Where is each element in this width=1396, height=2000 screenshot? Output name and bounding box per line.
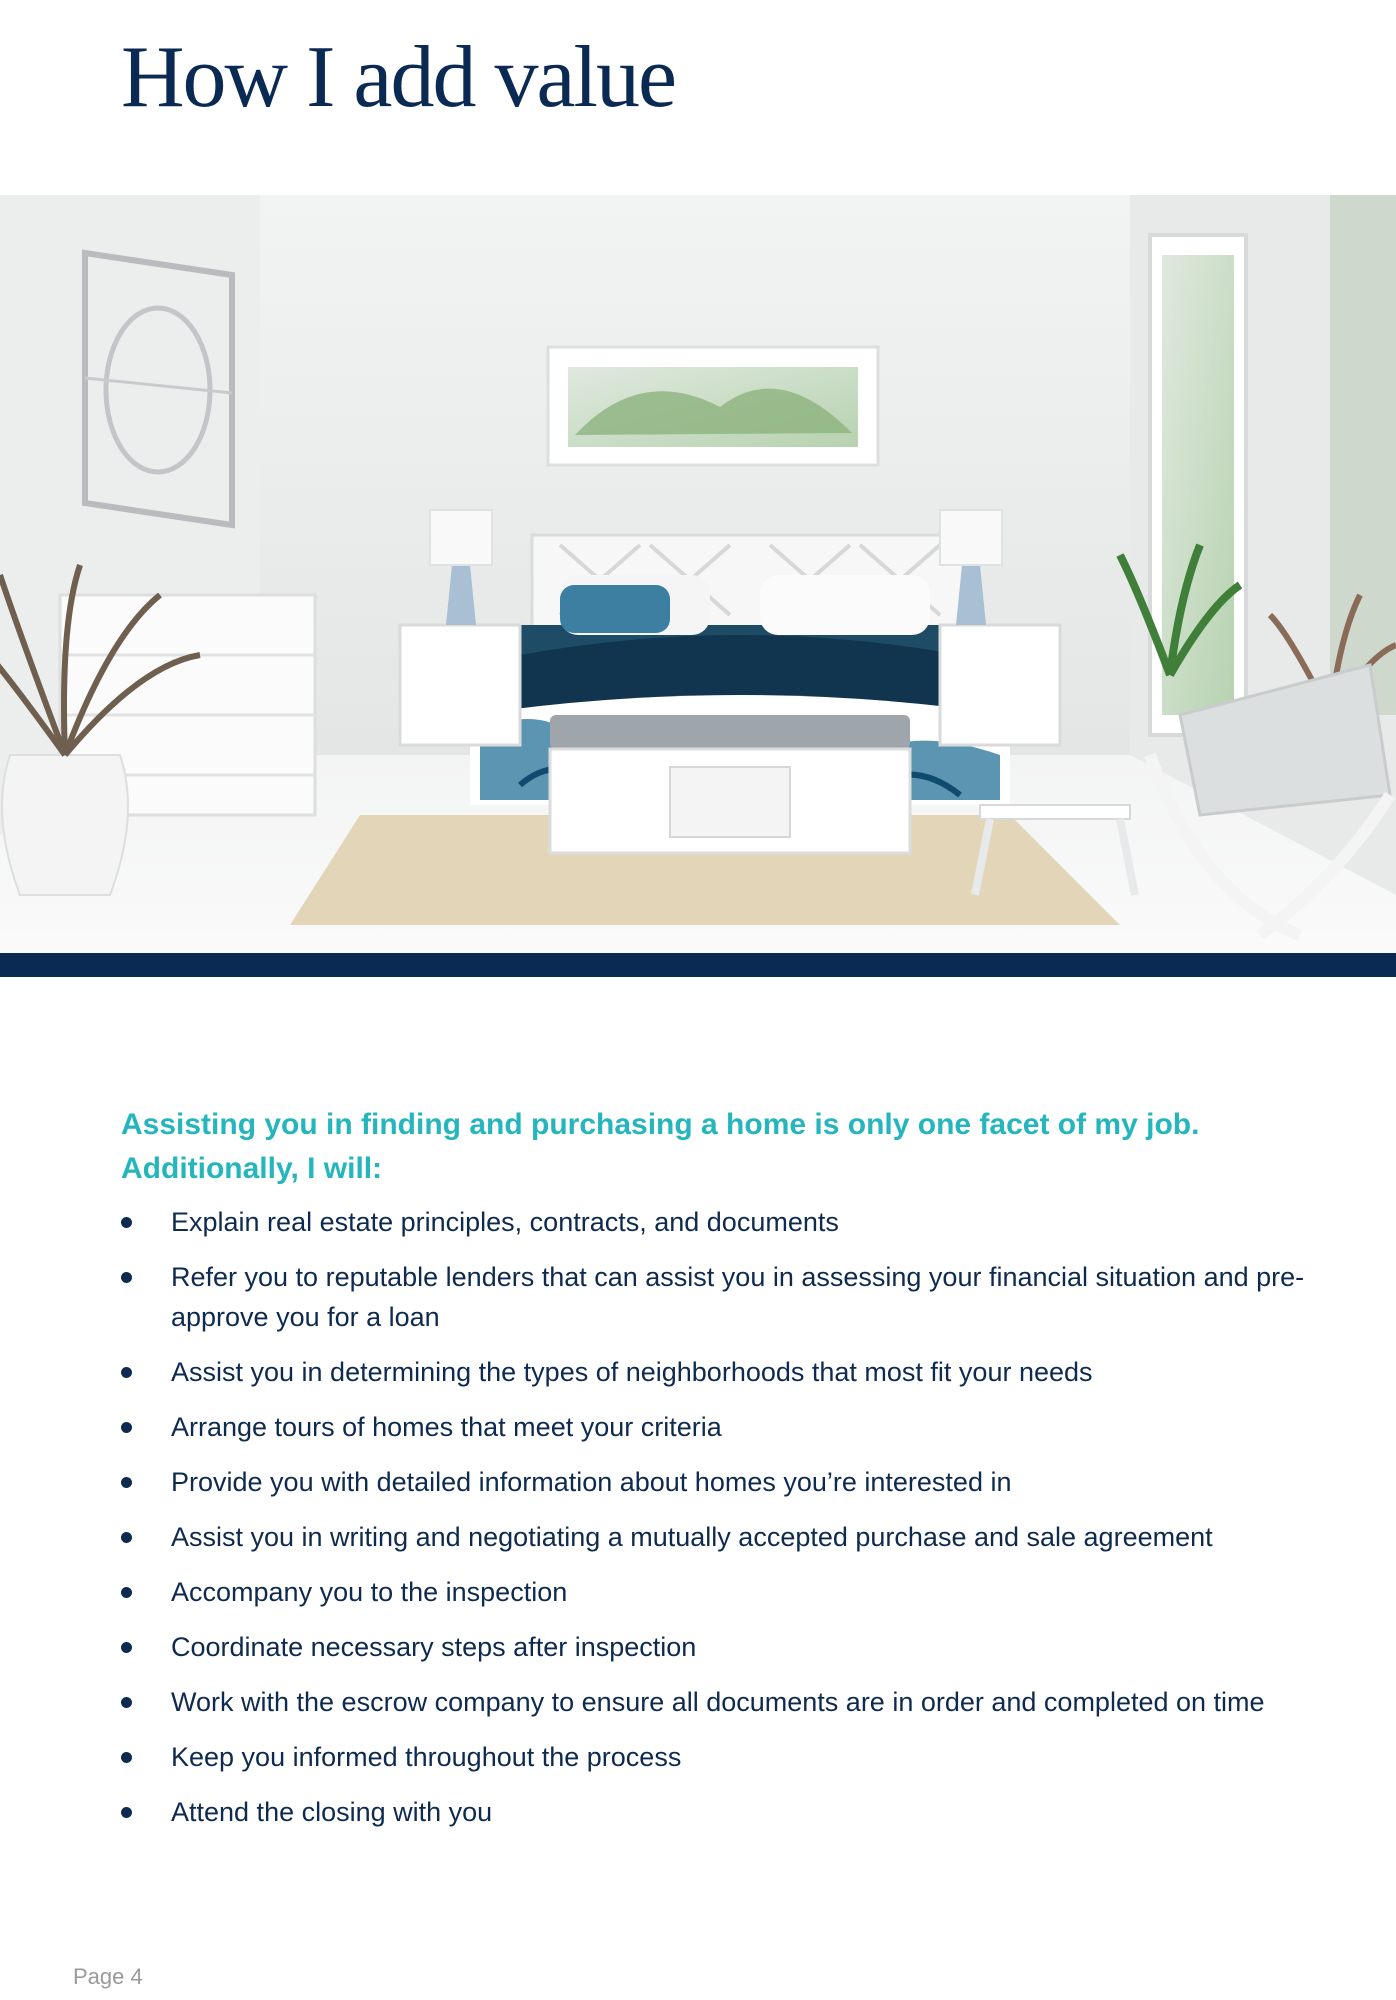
bullet-icon [121,1807,132,1818]
bullet-icon [121,1697,132,1708]
bullet-icon [121,1587,132,1598]
list-item [121,1627,1361,1667]
list-item-text: Refer you to reputable lenders that can assist you in assessing your financial situation and pre-approve you for a loan [171,1262,1305,1332]
bullet-icon [121,1422,132,1433]
list-item [121,1792,1361,1832]
list-item [121,1737,1361,1777]
list-item-text: Assist you in writing and negotiating a mutually accepted purchase and sale agreement [171,1522,1213,1552]
list-item [121,1407,1361,1447]
bullet-icon [121,1532,132,1543]
list-item-text: Assist you in determining the types of neighborhoods that most fit your needs [171,1357,1093,1387]
list-item [121,1257,1361,1337]
page-title: How I add value [121,29,676,126]
list-item [121,1352,1361,1392]
bullet-icon [121,1367,132,1378]
services-list [121,1202,1361,1847]
list-item-text: Attend the closing with you [171,1797,493,1827]
list-item-text: Provide you with detailed information about homes you’re interested in [171,1467,1012,1497]
list-item [121,1462,1361,1502]
page-number: Page 4 [73,1964,143,1989]
list-item-text: Explain real estate principles, contracts, and documents [171,1207,839,1237]
accent-divider-bar [0,953,1396,977]
list-item [121,1682,1361,1722]
list-item-text: Arrange tours of homes that meet your criteria [171,1412,722,1442]
intro-heading [121,1103,1321,1191]
list-item [121,1202,1361,1242]
bullet-icon [121,1272,132,1283]
bullet-icon [121,1642,132,1653]
list-item-text: Coordinate necessary steps after inspection [171,1632,697,1662]
bullet-icon [121,1217,132,1228]
list-item [121,1517,1361,1557]
intro-line-1: Assisting you in finding and purchasing a home is only one facet of my job. [121,1108,1200,1141]
bullet-icon [121,1477,132,1488]
list-item [121,1572,1361,1612]
list-item-text: Keep you informed throughout the process [171,1742,682,1772]
bullet-icon [121,1752,132,1763]
list-item-text: Work with the escrow company to ensure all documents are in order and completed on time [171,1687,1265,1717]
hero-bedroom-image [0,195,1396,953]
intro-line-2: Additionally, I will: [121,1152,383,1185]
list-item-text: Accompany you to the inspection [171,1577,568,1607]
